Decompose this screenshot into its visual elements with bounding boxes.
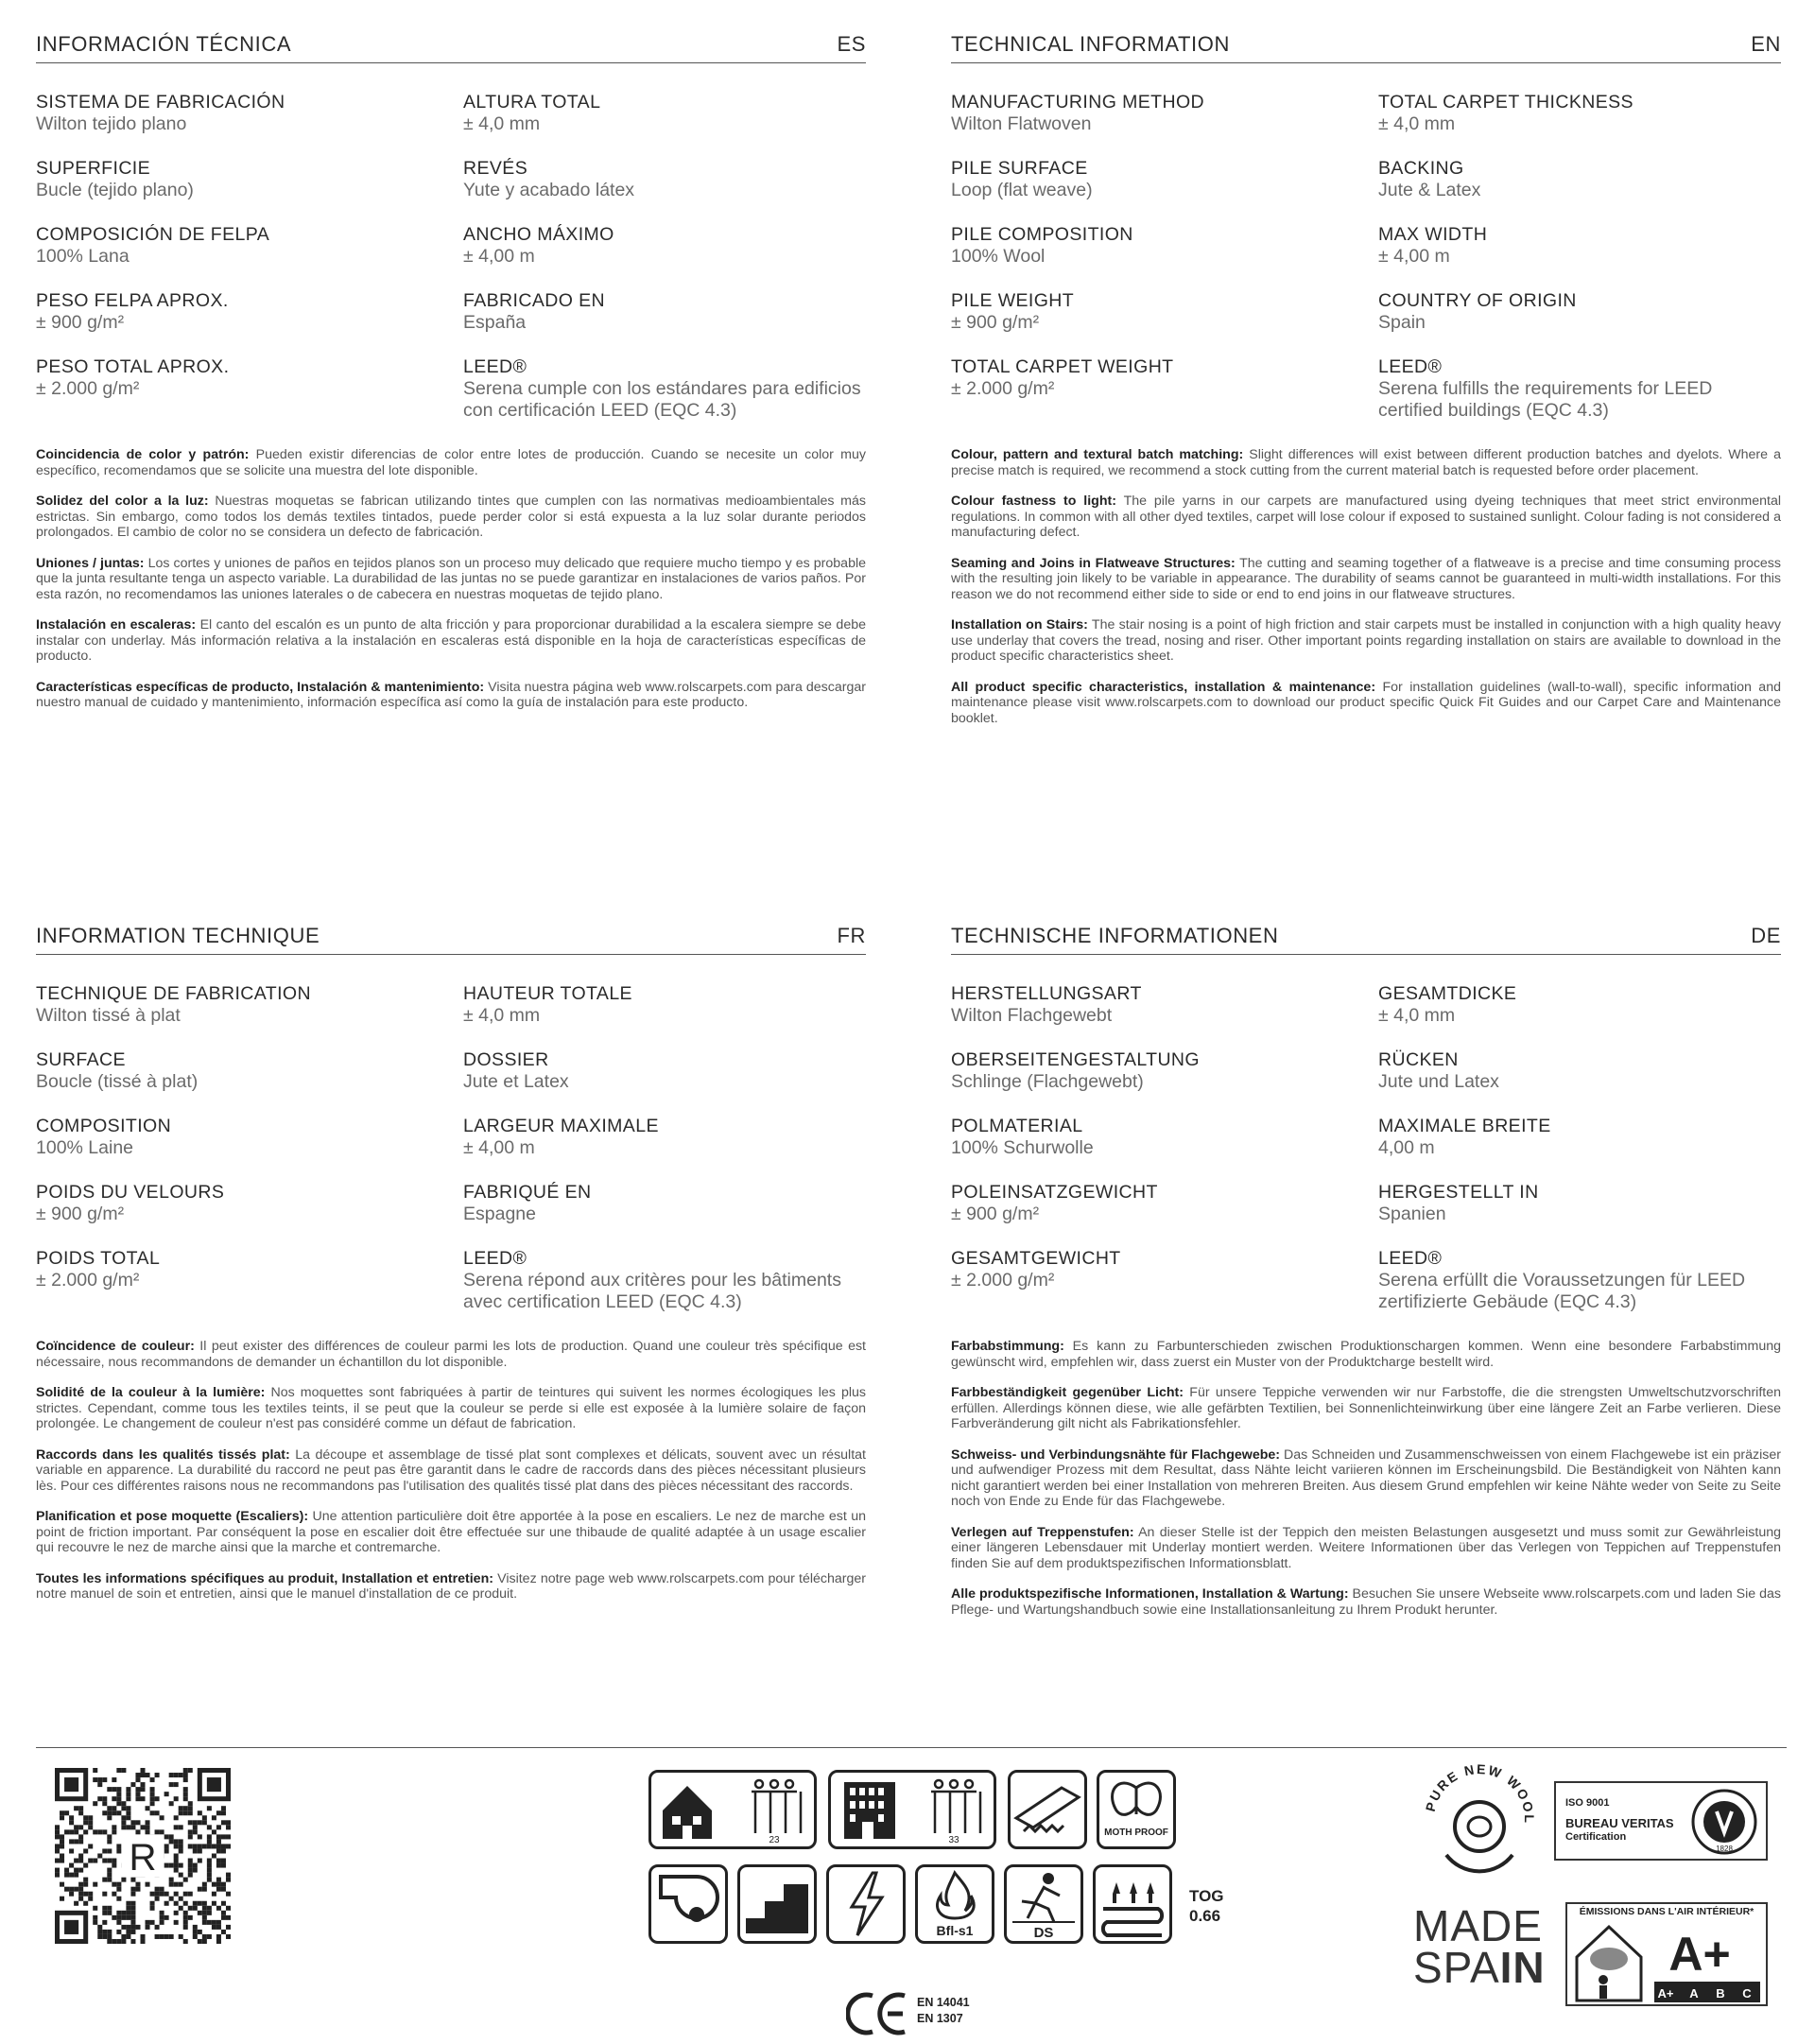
emissions-scale-2: A [1689, 1986, 1699, 2001]
spec-label: TOTAL CARPET WEIGHT [951, 356, 1174, 377]
note-text: Besuchen Sie unsere Webseite www.rolscarpets.com und laden Sie das Pflege- und Wartungshandbuch sowie eine Installationsanleitung zu Ihrem Produkt herunter. [951, 1586, 1781, 1618]
spec-grid [951, 983, 1781, 1314]
note-text: Il peut exister des différences de couleur parmi les lots de production. Quand une couleur très spécifique est nécessaire, nous recommandons de demander un échantillon du lot disponible. [36, 1339, 866, 1370]
note-paragraph [951, 680, 1781, 727]
spec-label: MANUFACTURING METHOD [951, 92, 1204, 113]
spec-label: GESAMTDICKE [1378, 983, 1517, 1004]
emissions-title: ÉMISSIONS DANS L'AIR INTÉRIEUR* [1579, 1906, 1754, 1917]
note-title: Toutes les informations spécifiques au produit, Installation et entretien: [36, 1570, 493, 1586]
note-paragraph [36, 617, 866, 665]
spec-value: Serena cumple con los estándares para edificios con certificación LEED (EQC 4.3) [463, 378, 861, 421]
tog-value: 0.66 [1189, 1907, 1221, 1925]
note-text: Slight differences will exist between different production batches and dyelots. Where a precise match is required, we recommend a stock cutting from the current material batch is requested before order placement. [951, 447, 1781, 478]
note-text: Los cortes y uniones de paños en tejidos planos son un proceso muy delicado que requiere mucho tiempo y es probable que la junta resultante tenga un aspecto variable. La durabilidad de las juntas no se puede garantizar en instalaciones de varios paños. Por esta razón, no recomendamos las uniones laterales o de cabecera en nuestras moquetas de tejido plano. [36, 555, 866, 602]
bureau-veritas-year: 1828 [1716, 1845, 1733, 1853]
spec-value: Serena répond aux critères pour les bâtiments avec certification LEED (EQC 4.3) [463, 1270, 841, 1312]
note-paragraph [36, 1385, 866, 1432]
emissions-scale-3: B [1716, 1986, 1725, 2001]
spec-item [1378, 1182, 1781, 1248]
spec-value: Espagne [463, 1204, 536, 1224]
section-de [951, 914, 1781, 1633]
spec-label: MAXIMALE BREITE [1378, 1116, 1551, 1136]
spec-item [463, 356, 866, 423]
section-title: TECHNISCHE INFORMATIONEN [951, 924, 1279, 947]
spec-label: PESO TOTAL APROX. [36, 356, 230, 377]
spec-item [1378, 983, 1781, 1049]
section-en [951, 23, 1781, 741]
note-title: Installation on Stairs: [951, 617, 1088, 632]
note-text: An dieser Stelle ist der Teppich den meisten Belastungen ausgesetzt und muss somit zur Gewährleistung einer längeren Lebensdauer mit Underlay montiert werden. Weitere Informationen über das Verlegen von Teppichen auf Treppenstufen finden Sie auf dem produktspezifischen Informationsblatt. [951, 1524, 1781, 1571]
spec-label: OBERSEITENGESTALTUNG [951, 1049, 1200, 1070]
spec-label: PESO FELPA APROX. [36, 290, 229, 311]
spec-label: MAX WIDTH [1378, 224, 1488, 245]
note-text: Für unsere Teppiche verwenden wir nur Farbstoffe, die die strengsten Umweltschutzvorschriften erfüllen. Allerdings können diese, wie alle gefärbten Textilien, bei Sonnenlichteinwirkung über eine längere Zeit an Farbe verlieren. Diese Farbveränderung gilt nicht als Fabrikationsfehler. [951, 1385, 1781, 1431]
spec-value: ± 4,0 mm [1378, 113, 1456, 134]
spec-label: GESAMTGEWICHT [951, 1248, 1121, 1269]
spec-label: FABRIQUÉ EN [463, 1182, 592, 1203]
emissions-scale-1: A+ [1657, 1986, 1674, 2001]
note-paragraph [36, 1339, 866, 1370]
emissions-house-icon [1571, 1921, 1764, 2004]
spec-label: TECHNIQUE DE FABRICATION [36, 983, 311, 1004]
note-text: El canto del escalón es un punto de alta fricción y para proporcionar durabilidad a la escalera siempre se debe instalar con underlay. Más información relativa a la instalación en escaleras está disponible en la hoja de características específicas de producto. [36, 617, 866, 664]
spec-value: ± 2.000 g/m² [951, 378, 1055, 399]
spec-label: LEED® [1378, 1248, 1443, 1269]
note-text: Nos moquettes sont fabriquées à partir de teintures qui suivent les normes écologiques les plus strictes. Cependant, comme tous les textiles teints, il se peut que la couleur se perde si elle est exposée à la lumière solaire de façon prolongée. Le changement de couleur n'est pas considéré comme un défaut de fabrication. [36, 1385, 866, 1431]
spec-label: PILE SURFACE [951, 158, 1088, 179]
spec-item [463, 1248, 866, 1314]
spec-label: RÜCKEN [1378, 1049, 1459, 1070]
note-paragraph [951, 1385, 1781, 1432]
svg-text:PURE NEW WOOL [1423, 1761, 1537, 1825]
moth-proof-label: MOTH PROOF [1104, 1827, 1168, 1838]
note-text: For installation guidelines (wall-to-wall), specific information and maintenance please visit www.rolscarpets.com to download our product specific Quick Fit Guides and our Carpet Care and Maintenance booklet. [951, 679, 1781, 726]
bureau-veritas-cert: Certification [1565, 1831, 1627, 1843]
spec-label: LEED® [1378, 356, 1443, 377]
spec-item [951, 1182, 1378, 1248]
note-title: Colour, pattern and textural batch matching: [951, 447, 1244, 462]
en-standard-1: EN 14041 [917, 1996, 970, 2009]
moth-proof-icon [1097, 1770, 1176, 1849]
thermal-resistance-icon [1093, 1864, 1172, 1944]
note-title: Instalación en escaleras: [36, 617, 197, 632]
spec-item [36, 1116, 463, 1182]
spec-value: 100% Laine [36, 1137, 134, 1158]
note-title: Schweiss- und Verbindungsnähte für Flachgewebe: [951, 1446, 1280, 1463]
spec-value: ± 2.000 g/m² [36, 1270, 140, 1290]
stairs-suitable-icon [737, 1864, 817, 1944]
spec-value: 4,00 m [1378, 1137, 1435, 1158]
spec-label: ANCHO MÁXIMO [463, 224, 614, 245]
spec-label: COMPOSICIÓN DE FELPA [36, 224, 270, 245]
note-paragraph [951, 617, 1781, 665]
language-code: EN [1751, 32, 1781, 56]
spec-value: 100% Wool [951, 246, 1046, 267]
note-text: Nuestras moquetas se fabrican utilizando tintes que cumplen con las normativas medioambientales más estrictas. Sin embargo, como todos los demás textiles tintados, puede perder color si está expuesta a la luz solar durante periodos prolongados. El cambio de color no se considera un defecto de fabricación. [36, 494, 866, 540]
made-in-line2b: IN [1499, 1943, 1546, 1992]
spec-value: Spanien [1378, 1204, 1446, 1224]
spec-value: Serena erfüllt die Voraussetzungen für LEED zertifizierte Gebäude (EQC 4.3) [1378, 1270, 1746, 1312]
spec-grid [36, 983, 866, 1314]
spec-value: Wilton tejido plano [36, 113, 187, 134]
emissions-grade: A+ [1668, 1928, 1731, 1981]
note-title: Verlegen auf Treppenstufen: [951, 1524, 1134, 1540]
spec-label: COMPOSITION [36, 1116, 172, 1136]
tog-rating [1189, 1886, 1224, 1926]
spec-label: PILE WEIGHT [951, 290, 1075, 311]
iso-label: ISO 9001 [1565, 1797, 1610, 1809]
spec-value: ± 900 g/m² [36, 1204, 125, 1224]
note-text: Es kann zu Farbunterschieden zwischen Produktionschargen kommen. Wenn eine besondere Farbabstimmung gewünscht wird, empfehlen wir, dass zuerst ein Muster von der Produktcharge bestellt wird. [951, 1339, 1781, 1370]
spec-item [1378, 290, 1781, 356]
spec-item [36, 92, 463, 158]
note-title: Alle produktspezifische Informationen, Installation & Wartung: [951, 1586, 1349, 1602]
note-paragraph [951, 447, 1781, 478]
spec-item [951, 224, 1378, 290]
section-fr [36, 914, 866, 1618]
commercial-use-class-icon [828, 1770, 996, 1849]
spec-item [36, 1049, 463, 1116]
spec-item [463, 290, 866, 356]
pure-new-wool-text: PURE NEW WOOL [1422, 1761, 1538, 1826]
note-title: Raccords dans les qualités tissés plat: [36, 1446, 290, 1463]
spec-item [463, 224, 866, 290]
spec-item [463, 1116, 866, 1182]
note-title: Farbabstimmung: [951, 1339, 1064, 1354]
spec-label: BACKING [1378, 158, 1464, 179]
note-paragraph [36, 494, 866, 541]
note-title: Características específicas de producto, Instalación & mantenimiento: [36, 679, 485, 695]
note-title: Farbbeständigkeit gegenüber Licht: [951, 1385, 1184, 1400]
section-header [36, 23, 866, 63]
spec-item [1378, 1049, 1781, 1116]
language-code: FR [837, 924, 866, 947]
spec-item [1378, 224, 1781, 290]
spec-label: POIDS DU VELOURS [36, 1182, 225, 1203]
section-title: TECHNICAL INFORMATION [951, 32, 1230, 56]
spec-value: Spain [1378, 312, 1426, 333]
note-text: Une attention particulière doit être apportée à la pose en escaliers. Le nez de marche est un point de friction important. Par conséquent la pose en escalier doit être effectuée sur une thibaude de qualité adaptée à un usage escalier qui recouvre le nez de marche ainsi que la marche et contremarche. [36, 1509, 866, 1555]
spec-value: Schlinge (Flachgewebt) [951, 1071, 1144, 1092]
bureau-veritas-seal-icon [1688, 1787, 1760, 1857]
spec-value: ± 4,0 mm [1378, 1005, 1456, 1026]
spec-item [36, 1182, 463, 1248]
note-title: Coïncidence de couleur: [36, 1339, 195, 1354]
emissions-scale-4: C [1742, 1986, 1752, 2001]
spec-item [463, 1182, 866, 1248]
made-in-line2a: SPA [1413, 1943, 1500, 1992]
spec-item [951, 92, 1378, 158]
spec-item [36, 224, 463, 290]
note-text: Visita nuestra página web www.rolscarpets.com para descargar nuestro manual de cuidado y mantenimiento, información específica así como la guía de instalación para este producto. [36, 679, 866, 710]
spec-label: COUNTRY OF ORIGIN [1378, 290, 1577, 311]
section-es [36, 23, 866, 726]
spec-item [1378, 92, 1781, 158]
spec-label: DOSSIER [463, 1049, 549, 1070]
note-title: All product specific characteristics, installation & maintenance: [951, 679, 1376, 695]
spec-item [463, 1049, 866, 1116]
spec-item [36, 356, 463, 423]
spec-item [1378, 158, 1781, 224]
tog-label: TOG [1189, 1887, 1224, 1905]
section-header [951, 914, 1781, 955]
spec-label: ALTURA TOTAL [463, 92, 601, 113]
spec-item [36, 983, 463, 1049]
note-paragraph [36, 680, 866, 711]
note-text: Pueden existir diferencias de color entre lotes de producción. Cuando se necesite un color muy específico, recomendamos que se solicite una muestra del lote disponible. [36, 447, 866, 478]
fire-class-icon [915, 1864, 994, 1944]
notes-list [36, 1339, 866, 1602]
spec-label: POIDS TOTAL [36, 1248, 161, 1269]
section-title: INFORMACIÓN TÉCNICA [36, 32, 292, 56]
note-title: Solidez del color a la luz: [36, 494, 209, 509]
note-text: Das Schneiden und Zusammenschweissen von einem Flachgewebe ist ein präziser und aufwendiger Prozess mit dem Resultat, dass Nähte leicht variieren können im Erscheinungsbild. Die Beständigkeit von Nähten kann nicht garantiert werden bei einer Installation von mehreren Breiten. Aus diesem Grund empfehlen wir keine Nähte weder von Seite zu Seite noch von Ende zu Ende für das Flachgewebe. [951, 1446, 1781, 1509]
ce-mark-icon [846, 1990, 910, 2037]
spec-label: PILE COMPOSITION [951, 224, 1133, 245]
made-in-spain-logo [1413, 1901, 1546, 1992]
made-in-line1: MADE [1413, 1901, 1543, 1950]
note-text: The cutting and seaming together of a flatweave is a precise and time consuming process with the resulting join likely to be variable in appearance. The durability of seams cannot be guaranteed in multi-width installations. For this reason we do not recommend either side to side or end to end joins in our flatweave structures. [951, 555, 1781, 602]
spec-item [463, 158, 866, 224]
qr-code[interactable] [55, 1768, 231, 1944]
spec-value: Wilton tissé à plat [36, 1005, 181, 1026]
fire-class-label: Bfl-s1 [936, 1923, 974, 1938]
spec-item [951, 983, 1378, 1049]
spec-value: Wilton Flachgewebt [951, 1005, 1113, 1026]
spec-item [951, 1049, 1378, 1116]
spec-value: ± 4,00 m [463, 246, 535, 267]
spec-item [951, 1116, 1378, 1182]
note-text: La découpe et assemblage de tissé plat sont complexes et délicats, souvent avec un résultat variable en apparence. La durabilité du raccord ne peut pas être garantit dans le cadre de raccords dans des pièces nécessitant plusieurs lès. Pour ces différentes raisons nous ne recommandons pas l'utilisation des qualités tissé plat dans des pièces nécessitant des raccords. [36, 1446, 866, 1494]
spec-item [1378, 1116, 1781, 1182]
language-code: DE [1751, 924, 1781, 947]
spec-label: LEED® [463, 356, 527, 377]
section-title: INFORMATION TECHNIQUE [36, 924, 320, 947]
spec-value: 100% Lana [36, 246, 130, 267]
underfloor-heating-icon [648, 1864, 728, 1944]
note-title: Solidité de la couleur à la lumière: [36, 1385, 266, 1400]
spec-value: Jute et Latex [463, 1071, 569, 1092]
spec-label: LEED® [463, 1248, 527, 1269]
spec-value: ± 4,0 mm [463, 1005, 541, 1026]
spec-value: Bucle (tejido plano) [36, 180, 194, 200]
note-title: Seaming and Joins in Flatweave Structures: [951, 555, 1236, 571]
spec-label: SURFACE [36, 1049, 126, 1070]
note-title: Planification et pose moquette (Escaliers): [36, 1509, 309, 1524]
spec-label: SISTEMA DE FABRICACIÓN [36, 92, 285, 113]
note-title: Coincidencia de color y patrón: [36, 447, 250, 462]
spec-value: España [463, 312, 527, 333]
section-header [951, 23, 1781, 63]
spec-value: Boucle (tissé à plat) [36, 1071, 199, 1092]
note-paragraph [36, 1509, 866, 1556]
residential-use-class-icon [648, 1770, 817, 1849]
spec-item [36, 290, 463, 356]
notes-list [951, 1339, 1781, 1618]
en-standards [917, 1995, 970, 2027]
language-code: ES [837, 32, 866, 56]
spec-item [951, 290, 1378, 356]
spec-label: LARGEUR MAXIMALE [463, 1116, 659, 1136]
spec-item [951, 158, 1378, 224]
note-paragraph [951, 1339, 1781, 1370]
spec-item [463, 92, 866, 158]
spec-value: Jute und Latex [1378, 1071, 1499, 1092]
spec-label: TOTAL CARPET THICKNESS [1378, 92, 1634, 113]
en-standard-2: EN 1307 [917, 2012, 963, 2025]
note-paragraph [951, 1525, 1781, 1572]
spec-label: SUPERFICIE [36, 158, 151, 179]
spec-value: ± 900 g/m² [36, 312, 125, 333]
spec-value: 100% Schurwolle [951, 1137, 1094, 1158]
spec-item [951, 356, 1378, 423]
spec-value: ± 2.000 g/m² [36, 378, 140, 399]
note-paragraph [36, 447, 866, 478]
bureau-veritas-name: BUREAU VERITAS [1565, 1816, 1674, 1830]
note-paragraph [951, 1447, 1781, 1510]
spec-label: HAUTEUR TOTALE [463, 983, 632, 1004]
spec-value: ± 4,00 m [463, 1137, 535, 1158]
spec-value: ± 900 g/m² [951, 312, 1040, 333]
spec-label: REVÉS [463, 158, 528, 179]
section-header [36, 914, 866, 955]
note-paragraph [36, 556, 866, 603]
spec-item [1378, 356, 1781, 423]
footer-divider [36, 1747, 1787, 1748]
spec-label: POLMATERIAL [951, 1116, 1083, 1136]
qr-center-letter: R [129, 1836, 157, 1879]
spec-item [1378, 1248, 1781, 1314]
spec-item [36, 1248, 463, 1314]
note-text: The pile yarns in our carpets are manufactured using dyeing techniques that meet strict environmental regulations. In common with all other dyed textiles, carpet will lose colour if exposed to sustained sunlight. Colour fading is not considered a manufacturing defect. [951, 494, 1782, 540]
spec-label: POLEINSATZGEWICHT [951, 1182, 1158, 1203]
spec-value: Jute & Latex [1378, 180, 1481, 200]
spec-item [36, 158, 463, 224]
slip-resistance-icon [1004, 1864, 1083, 1944]
bureau-veritas-badge [1554, 1781, 1768, 1861]
spec-item [463, 983, 866, 1049]
note-paragraph [951, 494, 1781, 541]
spec-grid [36, 92, 866, 423]
spec-grid [951, 92, 1781, 423]
note-text: Visitez notre page web www.rolscarpets.com pour télécharger notre manuel de soin et entretien, ainsi que le manuel d'installation de ce produit. [36, 1570, 866, 1602]
note-paragraph [951, 1586, 1781, 1618]
castor-chair-icon [1008, 1770, 1087, 1849]
note-title: Uniones / juntas: [36, 555, 145, 571]
spec-value: ± 4,0 mm [463, 113, 541, 134]
spec-label: HERSTELLUNGSART [951, 983, 1142, 1004]
pure-new-wool-logo [1418, 1760, 1541, 1883]
spec-item [951, 1248, 1378, 1314]
spec-label: FABRICADO EN [463, 290, 605, 311]
note-text: The stair nosing is a point of high friction and stair carpets must be installed in conjunction with a high quality heavy use underlay that covers the tread, nosing and riser. Other important points regarding installation on stairs are available to download in the product specific characteristics sheet. [951, 617, 1781, 664]
antistatic-icon [826, 1864, 906, 1944]
spec-value: ± 900 g/m² [951, 1204, 1040, 1224]
commercial-class-number: 33 [948, 1835, 959, 1845]
spec-label: HERGESTELLT IN [1378, 1182, 1539, 1203]
notes-list [36, 447, 866, 711]
spec-value: Loop (flat weave) [951, 180, 1093, 200]
notes-list [951, 447, 1781, 726]
spec-value: Yute y acabado látex [463, 180, 635, 200]
spec-value: ± 2.000 g/m² [951, 1270, 1055, 1290]
spec-value: ± 4,00 m [1378, 246, 1450, 267]
note-paragraph [36, 1447, 866, 1495]
spec-value: Serena fulfills the requirements for LEED certified buildings (EQC 4.3) [1378, 378, 1713, 421]
note-paragraph [951, 556, 1781, 603]
residential-class-number: 23 [769, 1835, 780, 1845]
spec-value: Wilton Flatwoven [951, 113, 1092, 134]
indoor-air-emissions-label [1565, 1902, 1768, 2006]
note-title: Colour fastness to light: [951, 494, 1116, 509]
note-paragraph [36, 1571, 866, 1602]
ds-label: DS [1033, 1925, 1054, 1941]
